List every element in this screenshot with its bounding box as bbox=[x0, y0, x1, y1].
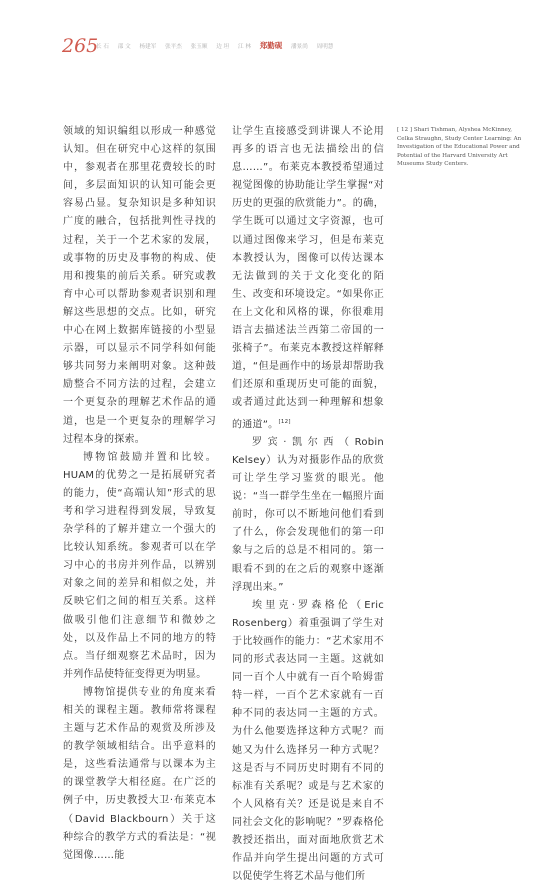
running-head-active-name: 郑勤砚 bbox=[259, 41, 283, 50]
running-head-name: 江 林 bbox=[237, 44, 251, 50]
paragraph: 领域的知识编组以形成一种感觉认知。但在研究中心这样的氛围中，参观者在那里花费较长的时间，多层面知识的认知可能会更容易凸显。复杂知识是多种知识广度的融合，包括批判性寻找的过程，关于一个艺术家的发展，或事物的历史及事物的构成、使用和搜集的前后关系。研究或教育中心可以帮助参观者识别和理解这些思想的交点。比如，研究中心在网上数据库链接的小型显示器，可以显示不同学科如何能够共同努力来阐明对象。这种鼓励整合不同方法的过程，会建立一个更复杂的理解艺术作品的通道，也是一个更复杂的理解学习过程本身的探索。 bbox=[63, 126, 216, 445]
paragraph bbox=[232, 123, 384, 434]
running-head-name: 潘景尚 bbox=[291, 44, 308, 50]
running-head-name: 边 坦 bbox=[216, 44, 230, 50]
running-head-name: 张平杰 bbox=[165, 44, 182, 50]
running-head-name: 周明慧 bbox=[316, 44, 334, 50]
paragraph: 罗宾·凯尔西（Robin Kelsey）认为对摄影作品的欣赏可让学生学习鉴赏的眼光。他说：“当一群学生坐在一幅照片面前时，你可以不断地问他们看到了什么，你会发现他们的第一印象与之后的总是不相同的。第一眼看不到的在之后的观察中逐渐浮现出来。” bbox=[232, 436, 384, 593]
running-head-names bbox=[96, 42, 340, 51]
paragraph-text: 让学生直接感受到讲课人不论用再多的语言也无法描绘出的信息……”。布莱克本教授希望通过视觉图像的协助能让学生掌握“对历史的更强的欣赏能力”。的确，学生既可以通过文字资源，也可以通过图像来学习，但是布莱克本教授认为，图像可以传达课本无法做到的关于文化变化的陌生、改变和环境设定。“如果你正在上文化和风格的课，你很难用语言去描述法兰西第二帝国的一张椅子”。布莱克本教授这样解释道，“但是画作中的场景却帮助我们还原和重现历史可能的面貌，或者通过此达到一种理解和想象的通道”。 bbox=[232, 126, 384, 430]
footnote-marker: [ 12 ] bbox=[397, 127, 413, 133]
running-head-name: 邵 文 bbox=[117, 44, 131, 50]
paragraph: 博物馆鼓励并置和比较。HUAM的优势之一是拓展研究者的能力，使“高端认知”形式的思考和学习进程得到发展，导致复杂学科的了解并建立一个强大的比较认知系统。参观者可以在学习中心的书房并列作品，以辨别对象之间的差异和相似之处，并反映它们之间的相互关系。这样做吸引他们注意细节和微妙之处，以及作品上不同的地方的特点。当仔细观察艺术品时，因为并列作品使特征变得更为明显。 bbox=[63, 451, 216, 680]
paragraph: 埃里克·罗森格伦（Eric Rosenberg）着重强调了学生对于比较画作的能力：“艺术家用不同的形式表达同一主题。这就如同一百个人中就有一百个哈姆雷特一样，一百个艺术家就有一百种不同的表达同一主题的方式。为什么他要选择这种方式呢？而她又为什么选择另一种方式呢？这是否与不同历史时期有不同的标准有关系呢？或是与艺术家的个人风格有关？还是说是来自不同社会文化的影响呢？”罗森格伦教授还指出，面对面地欣赏艺术作品并向学生提出问题的方式可以促使学生将艺术品与他们所 bbox=[232, 599, 384, 883]
text-column-left bbox=[63, 123, 216, 865]
text-column-right bbox=[232, 123, 384, 886]
running-head-name: 杨建军 bbox=[139, 44, 157, 50]
running-head-name: 长 石 bbox=[96, 44, 109, 50]
paragraph: 博物馆提供专业的角度来看相关的课程主题。教师常将课程主题与艺术作品的观赏及所涉及的教学领域相结合。出乎意料的是，这些看法通常与以课本为主的课堂教学大相径庭。在广泛的例子中，历史教授大卫·布莱克本（David Blackbourn）关于这种综合的教学方式的看法是：“视觉图像……能 bbox=[63, 686, 216, 861]
footnote bbox=[397, 126, 522, 169]
footnote-reference: [12] bbox=[278, 418, 291, 425]
page-number: 265 bbox=[62, 35, 99, 57]
footnote-text: Shari Tishman, Alyshea McKinney, Celka Straughn, Study Center Learning: An Investigation of the Educational Power and Potential of the Harvard University Art Museums Study Centers. bbox=[397, 127, 522, 167]
running-head-name: 张玉顺 bbox=[190, 44, 208, 50]
